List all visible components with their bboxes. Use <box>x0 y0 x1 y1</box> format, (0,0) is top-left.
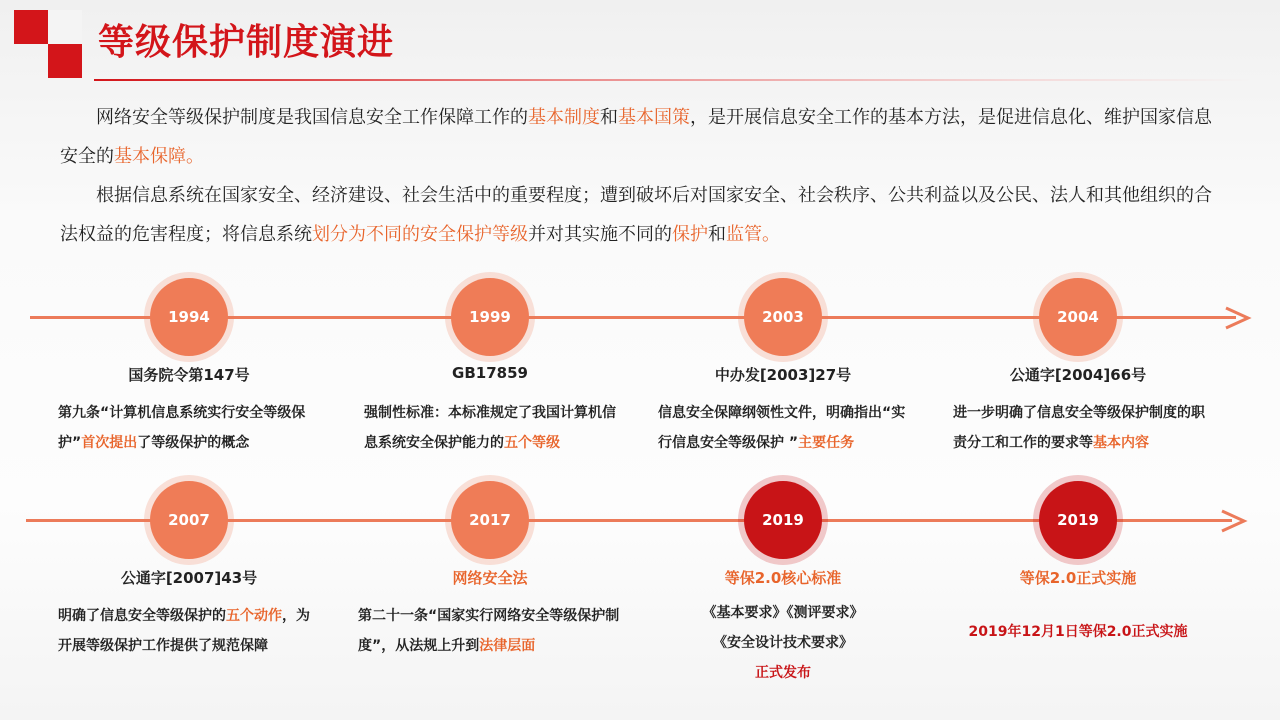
desc-text: 了等级保护的概念 <box>137 435 250 451</box>
desc-highlight: 主要任务 <box>798 435 855 451</box>
doc-description <box>364 398 620 458</box>
intro-paragraph-2 <box>60 176 1220 254</box>
intro-highlight: 保护 <box>672 224 708 245</box>
desc-text: 第二十一条“国家实行网络安全等级保护制度”，从法规上升到 <box>358 608 620 654</box>
doc-description <box>58 398 330 458</box>
doc-title: GB17859 <box>452 364 528 382</box>
year-circle-2007: 2007 <box>150 481 228 559</box>
desc-highlight: 首次提出 <box>81 435 138 451</box>
year-circle-2019-standard: 2019 <box>744 481 822 559</box>
intro-highlight: 基本制度 <box>528 107 600 128</box>
doc-description <box>943 617 1213 647</box>
doc-title: 公通字[2004]66号 <box>1009 366 1147 384</box>
year-circle-2004: 2004 <box>1039 278 1117 356</box>
intro-text: 和 <box>708 224 726 245</box>
desc-text: 强制性标准：本标准规定了我国计算机信息系统安全保护能力的 <box>364 405 616 451</box>
timeline-arrowhead-icon <box>1218 509 1248 533</box>
desc-text: 信息安全保障纲领性文件，明确指出“实行信息安全等级保护 ” <box>658 405 906 451</box>
intro-text: 网络安全等级保护制度是我国信息安全工作保障工作的 <box>96 107 528 128</box>
intro-text: 根据信息系统在国家安全、经济建设、社会生活中的重要程度；遭到破坏后对国家安全、社会秩序、公共利益以及公民、法人和其他组织的合法权益的危害程度；将信息系统 <box>60 185 1212 245</box>
desc-line: 《基本要求》《测评要求》 <box>702 605 864 621</box>
desc-highlight: 法律层面 <box>479 638 536 654</box>
intro-highlight: 基本国策 <box>618 107 690 128</box>
doc-description <box>648 598 918 688</box>
desc-text: 进一步明确了信息安全等级保护制度的职责分工和工作的要求等 <box>953 405 1205 451</box>
title-underline <box>94 79 1254 81</box>
year-circle-1999: 1999 <box>451 278 529 356</box>
doc-description <box>953 398 1211 458</box>
intro-highlight: 监管。 <box>726 224 780 245</box>
desc-highlight: 正式发布 <box>755 665 811 681</box>
doc-description <box>358 601 622 661</box>
logo-square-top-left <box>14 10 48 44</box>
desc-text: 明确了信息安全等级保护的 <box>58 608 226 624</box>
logo-square-bottom-right <box>48 44 82 78</box>
desc-text: ，为开展等级保护工作提供了规范保障 <box>58 608 310 654</box>
desc-line: 《安全设计技术要求》 <box>713 635 853 651</box>
doc-title: 等保2.0核心标准 <box>724 569 842 587</box>
doc-title: 中办发[2003]27号 <box>714 366 852 384</box>
desc-highlight: 五个动作 <box>226 608 282 624</box>
desc-highlight: 五个等级 <box>504 435 560 451</box>
desc-text: 第九条“计算机信息系统实行安全等级保护” <box>58 405 306 451</box>
doc-title: 公通字[2007]43号 <box>120 569 258 587</box>
desc-highlight: 基本内容 <box>1093 435 1149 451</box>
intro-text: 并对其实施不同的 <box>528 224 672 245</box>
logo-square-top-right <box>48 10 82 44</box>
page-title: 等级保护制度演进 <box>98 22 395 63</box>
year-circle-2019-implementation: 2019 <box>1039 481 1117 559</box>
doc-title: 等保2.0正式实施 <box>1019 569 1137 587</box>
year-circle-2003: 2003 <box>744 278 822 356</box>
desc-highlight: 2019年12月1日等保2.0正式实施 <box>968 624 1188 640</box>
intro-highlight: 基本保障。 <box>114 146 204 167</box>
intro-text: ，是开展信息安全工作的基本方法，是促进信息化、维护国家信息安全的 <box>60 107 1212 167</box>
intro-text: 和 <box>600 107 618 128</box>
doc-title: 国务院令第147号 <box>128 366 250 384</box>
year-circle-2017: 2017 <box>451 481 529 559</box>
year-circle-1994: 1994 <box>150 278 228 356</box>
intro-paragraph-1 <box>60 98 1220 176</box>
timeline-arrowhead-icon <box>1222 306 1252 330</box>
doc-description <box>658 398 916 458</box>
intro-highlight: 划分为不同的安全保护等级 <box>312 224 528 245</box>
doc-description <box>58 601 320 661</box>
doc-title: 网络安全法 <box>452 569 528 587</box>
